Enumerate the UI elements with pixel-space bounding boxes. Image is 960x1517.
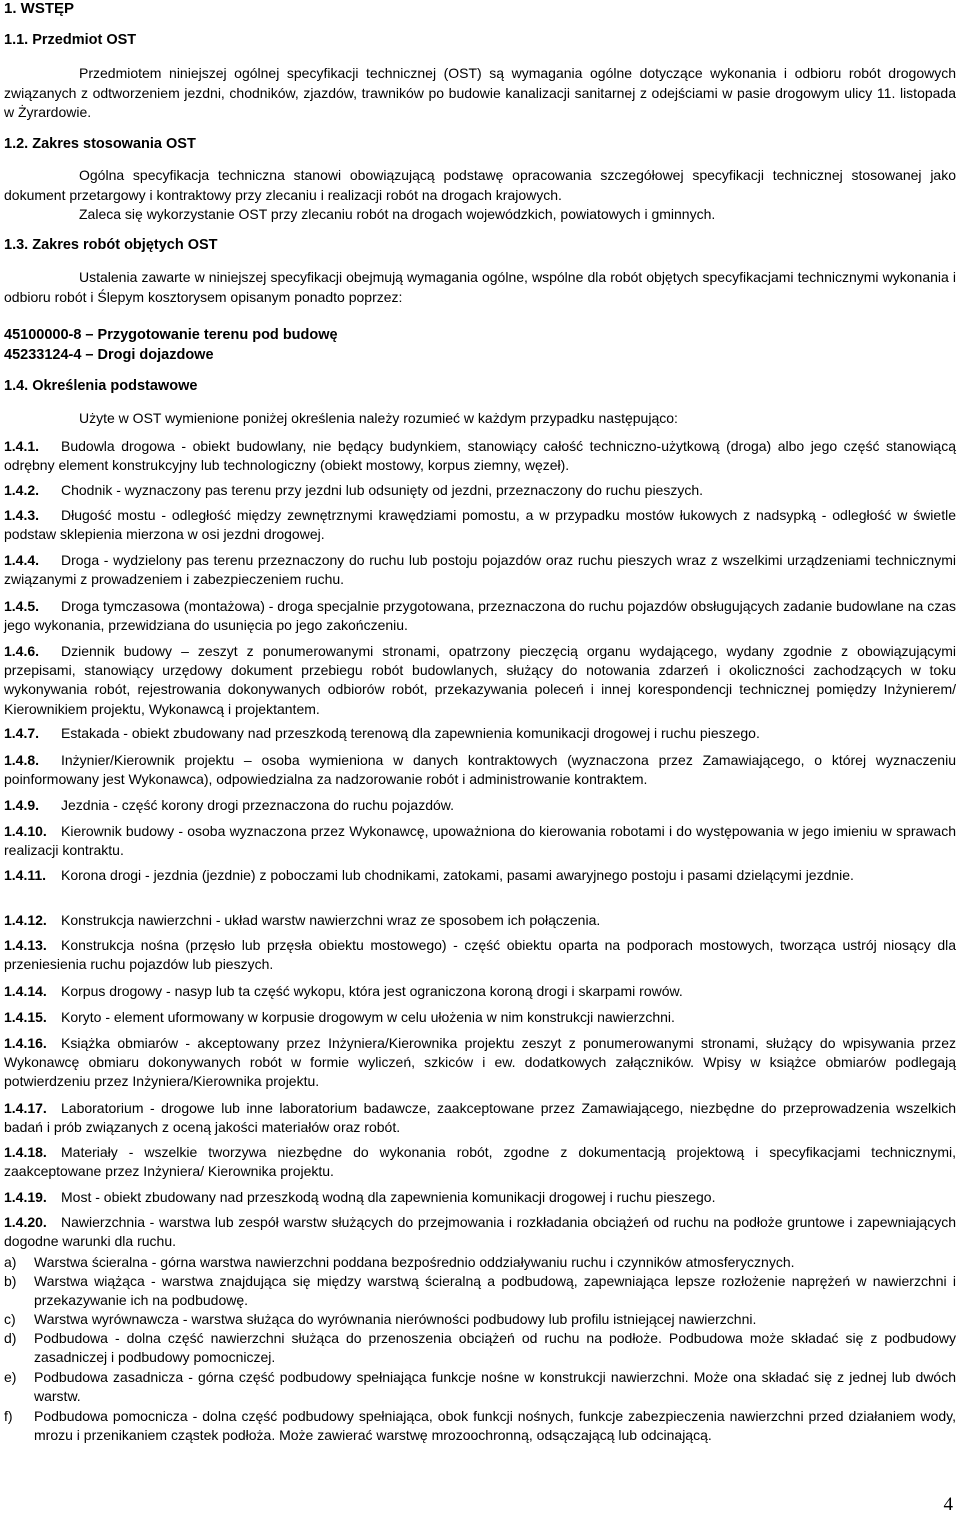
cpv-code-2: 45233124-4 – Drogi dojazdowe bbox=[4, 347, 214, 363]
definition-item: 1.4.2. Chodnik - wyznaczony pas terenu przy jezdni lub odsunięty od jezdni, przeznaczony do ruchu pieszych. bbox=[4, 482, 704, 498]
definition-item: 1.4.17. Laboratorium - drogowe lub inne laboratorium badawcze, zaakceptowane przez Zamawiającego, niezbędne do przeprowadzenia wszelkich badań i prób związanych z oceną jakości materiałów oraz robót. bbox=[4, 1100, 956, 1136]
definition-item: 1.4.5. Droga tymczasowa (montażowa) - droga specjalnie przygotowana, przeznaczona do ruchu pojazdów obsługujących zadanie budowlane na czas jego wykonania, przewidziana do usunięcia po jego zakończeniu. bbox=[4, 598, 956, 634]
list-item: d) Podbudowa - dolna część nawierzchni służąca do przenoszenia obciążeń od ruchu na podłoże. Podbudowa może składać się z podbudowy zasadniczej i podbudowy pomocniczej. bbox=[4, 1330, 956, 1366]
list-item: b) Warstwa wiążąca - warstwa znajdująca się między warstwą ścieralną a podbudową, zapewniająca lepsze rozłożenie naprężeń w nawierzchni i przekazywanie ich na podbudowę. bbox=[4, 1273, 956, 1309]
definition-item: 1.4.12. Konstrukcja nawierzchni - układ warstw nawierzchni wraz ze sposobem ich połączenia. bbox=[4, 912, 601, 928]
definition-item: 1.4.14. Korpus drogowy - nasyp lub ta część wykopu, która jest ograniczona koroną drogi i skarpami rowów. bbox=[4, 983, 683, 999]
definition-item: 1.4.10. Kierownik budowy - osoba wyznaczona przez Wykonawcę, upoważniona do kierowania robotami i do występowania w jego imieniu w sprawach realizacji kontraktu. bbox=[4, 823, 956, 859]
definition-item: 1.4.6. Dziennik budowy – zeszyt z ponumerowanymi stronami, opatrzony pieczęcią organu wydającego, wydany zgodnie z obowiązującymi przepisami, stanowiący urzędowy dokument przebiegu robót budowlanych, służący do notowania zdarzeń i okoliczności zachodzących w toku wykonywania robót, rejestrowania dokonywanych odbiorów robót, przekazywania poleceń i innej korespondencji technicznej pomiędzy Inżynierem/ Kierownikiem projektu, Wykonawcą i projektantem. bbox=[4, 643, 956, 717]
list-item: c) Warstwa wyrównawcza - warstwa służąca do wyrównania nierówności podbudowy lub profilu istniejącej nawierzchni. bbox=[4, 1311, 757, 1327]
list-item: e) Podbudowa zasadnicza - górna część podbudowy spełniająca funkcje nośne w konstrukcji nawierzchni. Może ona składać się z jednej lub dwóch warstw. bbox=[4, 1369, 956, 1405]
section-text-1-2: Ogólna specyfikacja techniczna stanowi obowiązującą podstawę opracowania szczegółowej specyfikacji technicznej stosowanej jako dokument przetargowy i kontraktowy przy zlecaniu i realizacji robót na drogach krajowych. bbox=[4, 167, 956, 203]
definition-item: 1.4.18. Materiały - wszelkie tworzywa niezbędne do wykonania robót, zgodne z dokumentacją projektową i specyfikacjami technicznymi, zaakceptowane przez Inżyniera/ Kierownika projektu. bbox=[4, 1144, 956, 1180]
definition-item: 1.4.11. Korona drogi - jezdnia (jezdnie) z poboczami lub chodnikami, zatokami, pasami awaryjnego postoju i pasami dzielącymi jezdnie. bbox=[4, 867, 854, 883]
definition-item: 1.4.19. Most - obiekt zbudowany nad przeszkodą wodną dla zapewnienia komunikacji drogowej i ruchu pieszego. bbox=[4, 1189, 716, 1205]
section-title-1-3: 1.3. Zakres robót objętych OST bbox=[4, 237, 218, 253]
definition-item: 1.4.8. Inżynier/Kierownik projektu – osoba wymieniona w danych kontraktowych (wyznaczona przez Zamawiającego, o której wyznaczeniu poinformowany jest Wykonawca), odpowiedzialna za nadzorowanie robót i administrowanie kontraktem. bbox=[4, 752, 956, 788]
definition-item: 1.4.4. Droga - wydzielony pas terenu przeznaczony do ruchu lub postoju pojazdów oraz ruchu pieszych wraz z wszelkimi urządzeniami technicznymi związanymi z prowadzeniem i zabezpieczeniem ruchu. bbox=[4, 552, 956, 588]
page-number: 4 bbox=[943, 1494, 953, 1515]
section-text-1-3: Ustalenia zawarte w niniejszej specyfikacji obejmują wymagania ogólne, wspólne dla robót objętych specyfikacjami technicznymi wykonania i odbioru robót i Ślepym kosztorysem opisanym ponadto poprzez: bbox=[4, 269, 956, 305]
section-title-1-4: 1.4. Określenia podstawowe bbox=[4, 378, 198, 394]
definition-item: 1.4.15. Koryto - element uformowany w korpusie drogowym w celu ułożenia w nim konstrukcji nawierzchni. bbox=[4, 1009, 675, 1025]
section-title-1-2: 1.2. Zakres stosowania OST bbox=[4, 136, 196, 152]
definition-item: 1.4.20. Nawierzchnia - warstwa lub zespół warstw służących do przejmowania i rozkładania obciążeń od ruchu na podłoże gruntowe i zapewniających dogodne warunki dla ruchu. bbox=[4, 1214, 956, 1250]
list-item: f) Podbudowa pomocnicza - dolna część podbudowy spełniająca, obok funkcji nośnych, funkcje zabezpieczenia nawierzchni przed działaniem wody, mrozu i przenikaniem cząstek podłoża. Może zawierać warstwę mrozoochronną, odsączającą lub odcinającą. bbox=[4, 1408, 956, 1444]
heading-wstep: 1. WSTĘP bbox=[4, 0, 75, 17]
section-title-1-1: 1.1. Przedmiot OST bbox=[4, 32, 137, 48]
section-intro-1-4: Użyte w OST wymienione poniżej określenia należy rozumieć w każdym przypadku następująco: bbox=[79, 410, 678, 426]
section-text-1-2b: Zaleca się wykorzystanie OST przy zlecaniu robót na drogach wojewódzkich, powiatowych i gminnych. bbox=[79, 206, 716, 222]
definition-item: 1.4.9. Jezdnia - część korony drogi przeznaczona do ruchu pojazdów. bbox=[4, 797, 454, 813]
definition-item: 1.4.7. Estakada - obiekt zbudowany nad przeszkodą terenową dla zapewnienia komunikacji drogowej i ruchu pieszego. bbox=[4, 725, 760, 741]
section-text-1-1: Przedmiotem niniejszej ogólnej specyfikacji technicznej (OST) są wymagania ogólne dotyczące wykonania i odbioru robót drogowych związanych z odtworzeniem jezdni, chodników, zjazdów, trawników po budowie kanalizacji sanitarnej z odejściami w pasie drogowym ulicy 11. listopada w Żyrardowie. bbox=[4, 65, 956, 120]
list-item: a) Warstwa ścieralna - górna warstwa nawierzchni poddana bezpośrednio oddziaływaniu ruchu i czynników atmosferycznych. bbox=[4, 1254, 795, 1270]
definition-item: 1.4.16. Książka obmiarów - akceptowany przez Inżyniera/Kierownika projektu zeszyt z ponumerowanymi stronami, służący do wpisywania przez Wykonawcę obmiaru dokonywanych robót w formie wyliczeń, szkiców i ew. dodatkowych załączników. Wpisy w książce obmiarów podlegają potwierdzeniu przez Inżyniera/Kierownika projektu. bbox=[4, 1035, 956, 1090]
definition-item: 1.4.1. Budowla drogowa - obiekt budowlany, nie będący budynkiem, stanowiący całość techniczno-użytkową (droga) albo jego część stanowiącą odrębny element konstrukcyjny lub technologiczny (obiekt mostowy, korpus ziemny, węzeł). bbox=[4, 438, 956, 474]
definition-item: 1.4.3. Długość mostu - odległość między zewnętrznymi krawędziami pomostu, a w przypadku mostów łukowych z nadsypką - odległość w świetle podstaw sklepienia mierzona w osi jezdni drogowej. bbox=[4, 507, 956, 543]
cpv-code-1: 45100000-8 – Przygotowanie terenu pod budowę bbox=[4, 327, 338, 343]
definition-item: 1.4.13. Konstrukcja nośna (przęsło lub przęsła obiektu mostowego) - część obiektu oparta na podporach mostowych, tworząca ustrój niosący dla przeniesienia ruchu pojazdów lub pieszych. bbox=[4, 937, 956, 973]
